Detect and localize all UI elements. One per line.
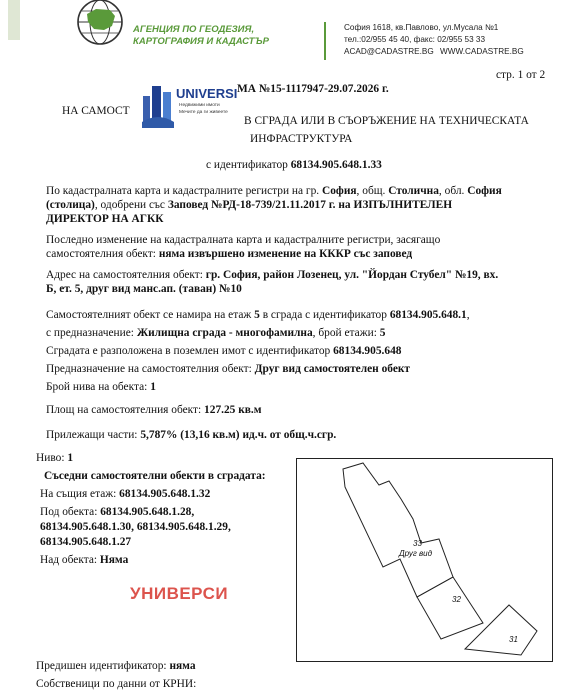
agency-globe-logo: [70, 0, 130, 46]
unit-32-outline: [417, 577, 483, 639]
level-value: 1: [67, 452, 74, 464]
previous-id-line: [36, 659, 196, 673]
unit-31-label: 31: [509, 635, 518, 644]
text: , общ.: [356, 185, 386, 197]
region-suffix: (столица): [46, 199, 95, 211]
text: Под обекта:: [40, 506, 98, 518]
title-left: НА САМОСТ: [62, 105, 130, 117]
parcel-value: 68134.905.648: [333, 345, 402, 357]
cadastral-basis-line3: ДИРЕКТОР НА АГКК: [46, 213, 164, 225]
area-value: 127.25 кв.м: [204, 404, 262, 416]
same-floor-value: 68134.905.648.1.32: [119, 488, 211, 500]
identifier-label: с идентификатор: [206, 159, 288, 171]
identifier-line: [206, 158, 382, 172]
agency-emblem-edge: [8, 0, 20, 40]
region: София: [467, 185, 502, 197]
text: Сградата е разположена в поземлен имот с идентификатор: [46, 345, 331, 357]
floor-plan-drawing: [297, 459, 552, 661]
floor-plan-frame: [296, 458, 553, 662]
purpose-line: [46, 326, 385, 340]
agency-email: ACAD@CADASTRE.BG: [344, 47, 434, 56]
use-line: [46, 362, 410, 376]
text: Предназначение на самостоятелния обект:: [46, 363, 252, 375]
watermark-text: УНИВЕРСИ: [130, 584, 229, 603]
buildings-icon: [141, 82, 175, 128]
owners-label: Собственици по данни от КРНИ:: [36, 678, 197, 690]
text: Самостоятелният обект се намира на етаж: [46, 309, 252, 321]
document-number: МА №15-1117947-29.07.2026 г.: [237, 83, 389, 95]
below-value: 68134.905.648.1.28,: [100, 506, 195, 518]
text: Площ на самостоятелния обект:: [46, 404, 202, 416]
neighbors-heading: Съседни самостоятелни обекти в сградата:: [44, 470, 266, 482]
last-change-line1: Последно изменение на кадастралната карта и кадастралните регистри, засягащо: [46, 234, 441, 246]
text: Предишен идентификатор:: [36, 660, 167, 672]
text: , одобрени със: [94, 199, 165, 211]
building-id: 68134.905.648.1: [389, 309, 467, 321]
level-line: [36, 451, 73, 465]
page-number: стр. 1 от 2: [496, 69, 546, 81]
same-floor-line: [40, 487, 210, 501]
shares-line: [46, 428, 336, 442]
text: Ниво:: [36, 452, 65, 464]
address-value: гр. София, район Лозенец, ул. "Йордан Стубел" №19, вх.: [205, 269, 499, 281]
universi-tagline-2: Мечите да ги живеете: [179, 110, 228, 115]
text: Адрес на самостоятелния обект:: [46, 269, 203, 281]
area-line: [46, 403, 262, 417]
universi-logo: [137, 80, 237, 130]
cadastral-basis-line1: [46, 184, 502, 198]
previous-id-value: няма: [169, 660, 196, 672]
text: Брой нива на обекта:: [46, 381, 148, 393]
approval-order: Заповед №РД-18-739/21.11.2017 г. на ИЗПЪЛНИТЕЛЕН: [167, 199, 453, 211]
levels-value: 1: [150, 381, 156, 393]
floor-line: Самостоятелният обект се намира на етаж 5 в сграда с идентификатор 68134.905.648.1,: [46, 309, 470, 321]
unit-33-label: 33: [413, 539, 422, 548]
text: На същия етаж:: [40, 488, 117, 500]
below-line1: [40, 505, 194, 519]
agency-name-line2: КАРТОГРАФИЯ И КАДАСТЪР: [133, 36, 269, 47]
unit-33-sublabel: Друг вид: [399, 549, 433, 558]
levels-line: [46, 380, 156, 394]
text: в сграда с идентификатор: [262, 309, 387, 321]
identifier-value: 68134.905.648.1.33: [290, 159, 382, 171]
title-right: В СГРАДА ИЛИ В СЪОРЪЖЕНИЕ НА ТЕХНИЧЕСКАТА: [244, 115, 529, 127]
below-line3: 68134.905.648.1.27: [40, 536, 132, 548]
text: По кадастралната карта и кадастралните регистри на гр.: [46, 185, 320, 197]
agency-address: София 1618, кв.Павлово, ул.Мусала №1: [344, 23, 499, 32]
text: , обл.: [438, 185, 465, 197]
title-line2: ИНФРАСТРУКТУРА: [250, 133, 353, 145]
city: София: [322, 185, 357, 197]
shares-value: 5,787% (13,16 кв.м) ид.ч. от общ.ч.сгр.: [140, 429, 337, 441]
below-line2: 68134.905.648.1.30, 68134.905.648.1.29,: [40, 521, 231, 533]
agency-name-line1: АГЕНЦИЯ ПО ГЕОДЕЗИЯ,: [133, 24, 255, 35]
last-change-value: няма извършено изменение на КККР със заповед: [158, 248, 413, 260]
text: Прилежащи части:: [46, 429, 138, 441]
address-line1: [46, 268, 498, 282]
unit-33-outline: [343, 463, 453, 597]
universi-logo-name: UNIVERSI: [176, 86, 238, 101]
unit-32-label: 32: [452, 595, 461, 604]
header-divider: [324, 22, 326, 60]
universi-tagline-1: Недвижими имоти: [179, 103, 220, 108]
address-line2: Б, ет. 5, друг вид манс.ап. (таван) №10: [46, 283, 242, 295]
text: с предназначение:: [46, 327, 134, 339]
agency-website: WWW.CADASTRE.BG: [440, 47, 524, 56]
text: Над обекта:: [40, 554, 98, 566]
above-value: Няма: [99, 554, 129, 566]
parcel-line: [46, 344, 401, 358]
cadastral-basis-line2: [46, 198, 452, 212]
last-change-line2: [46, 247, 412, 261]
municipality: Столична: [388, 185, 439, 197]
purpose-value: Жилищна сграда - многофамилна: [136, 327, 313, 339]
text: , брой етажи:: [312, 327, 377, 339]
agency-phone: тел.:02/955 45 40, факс: 02/955 53 33: [344, 35, 486, 44]
floors-value: 5: [379, 327, 386, 339]
text: самостоятелния обект:: [46, 248, 156, 260]
floor-value: 5: [254, 309, 260, 321]
use-value: Друг вид самостоятелен обект: [254, 363, 411, 375]
above-line: [40, 553, 128, 567]
